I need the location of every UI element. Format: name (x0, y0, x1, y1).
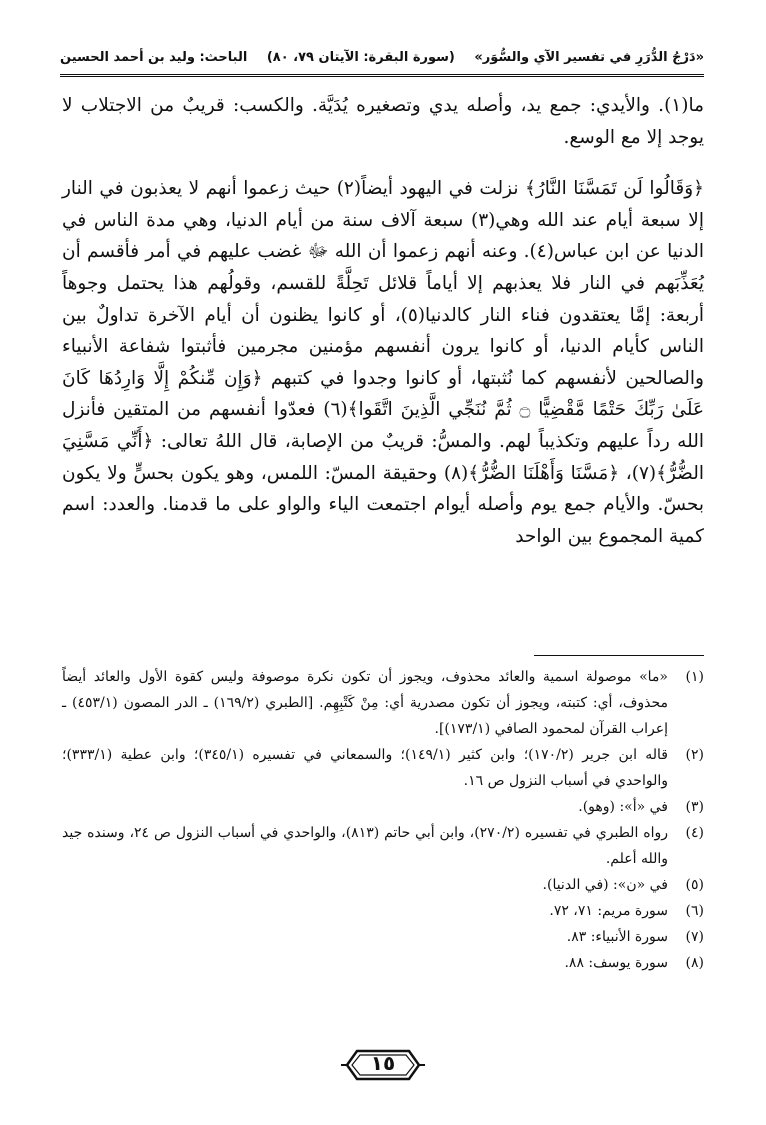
footnotes (62, 664, 704, 976)
book-title: «دَرْجُ الدُّرَرِ في تفسير الآي والسُّوَر» (474, 49, 704, 65)
footnote (62, 742, 704, 794)
footnote-divider (534, 655, 704, 656)
footnote-number: (٨) (685, 955, 704, 971)
running-header (60, 44, 704, 77)
footnote-text: سورة يوسف: ٨٨. (564, 955, 668, 971)
paragraph-1: ما(١). والأيدي: جمع يد، وأصله يدي وتصغيره يُدَيَّة. والكسب: قريبٌ من الاجتلاب لا يوجد إلا مع الوسع. (62, 95, 704, 148)
footnote (62, 872, 704, 898)
page-number: ١٥ (370, 1051, 396, 1075)
footnote (62, 664, 704, 742)
footnote-text: «ما» موصولة اسمية والعائد محذوف، ويجوز أن تكون نكرة موصوفة وليس كقوة الأول والعائد أيضاً محذوف، أي: كتبته، ويجوز أن تكون مصدرية أي: مِنْ كَتْبِهِم. [الطبري (١٦٩/٢) ـ الدر المصون (٤٥٣/١) ـ إعراب القرآن لمحمود الصافي (١٧٣/١)]. (62, 669, 669, 737)
footnote-text: سورة الأنبياء: ٨٣. (566, 929, 668, 945)
footnote (62, 950, 704, 976)
footnote-text: في «ن»: (في الدنيا). (542, 877, 668, 893)
footnote-text: قاله ابن جرير (١٧٠/٢)؛ وابن كثير (١٤٩/١)؛ والسمعاني في تفسيره (٣٤٥/١)؛ وابن عطية (٣٣٣/١)؛ والواحدي في أسباب النزول ص ١٦. (62, 747, 668, 789)
footnote (62, 794, 704, 820)
footnote (62, 820, 704, 872)
footnote-number: (٤) (685, 825, 704, 841)
footnote (62, 924, 704, 950)
footnote-text: سورة مريم: ٧١، ٧٢. (549, 903, 668, 919)
footnote-number: (١) (685, 669, 704, 685)
footnote-number: (٧) (685, 929, 704, 945)
paragraph-2: ﴿وَقَالُوا لَن تَمَسَّنَا النَّارُ﴾ نزلت في اليهود أيضاً(٢) حيث زعموا أنهم لا يعذبون في النار إلا سبعة أيام عند الله وهي(٣) سبعة آلاف سنة من أيام الدنيا، وهي مدة الناس في الدنيا عن ابن عباس(٤). وعنه أنهم زعموا أن الله ﷻ غضب عليهم في أمر فأقسم أن يُعَذِّبَهم في النار فلا يعذبهم إلا أياماً قلائل تَحِلَّةً للقسم، وقولُهم هذا يحتمل وجوهاً أربعة: إمَّا يعتقدون فناء النار كالدنيا(٥)، أو كانوا يظنون أن أيام الآخرة تداولٌ بين الناس كأيام الدنيا، أو كانوا يرون أنفسهم مؤمنين مجرمين فأثبتوا شفاعة الأنبياء والصالحين لأنفسهم كما نُثبتها، أو كانوا وجدوا في كتبهم ﴿وَإِن مِّنكُمْ إِلَّا وَارِدُهَا كَانَ عَلَىٰ رَبِّكَ حَتْمًا مَّقْضِيًّا ۝ ثُمَّ نُنَجِّي الَّذِينَ اتَّقَوا﴾(٦) فعدّوا أنفسهم من المتقين فأنزل الله رداً عليهم وتكذيباً لهم. والمسُّ: قريبٌ من الإصابة، قال اللهُ تعالى: ﴿أَنِّي مَسَّنِيَ الضُّرُّ﴾(٧)، ﴿مَسَّنَا وَأَهْلَنَا الضُّرُّ﴾(٨) وحقيقة المسّ: اللمس، وهو يكون بحسٍّ ولا يكون بحسّ. والأيام جمع يوم وأصله أيوام اجتمعت الياء والواو على ما قدمنا. والعدد: اسم كمية المجموع بين الواحد (62, 178, 705, 547)
main-text (62, 90, 704, 552)
page-number-ornament (341, 1045, 425, 1085)
researcher-name: الباحث: وليد بن أحمد الحسين (60, 49, 248, 65)
footnote-number: (٣) (685, 799, 704, 815)
footnote-text: في «أ»: (وهو). (578, 799, 668, 815)
footnote-text: رواه الطبري في تفسيره (٢٧٠/٢)، وابن أبي حاتم (٨١٣)، والواحدي في أسباب النزول ص ٢٤، وسنده جيد والله أعلم. (62, 825, 669, 867)
footnote-number: (٦) (685, 903, 704, 919)
footnote-number: (٢) (685, 747, 704, 763)
footnote (62, 898, 704, 924)
footnote-number: (٥) (685, 877, 704, 893)
sura-reference: (سورة البقرة: الآيتان ٧٩، ٨٠) (266, 49, 455, 65)
